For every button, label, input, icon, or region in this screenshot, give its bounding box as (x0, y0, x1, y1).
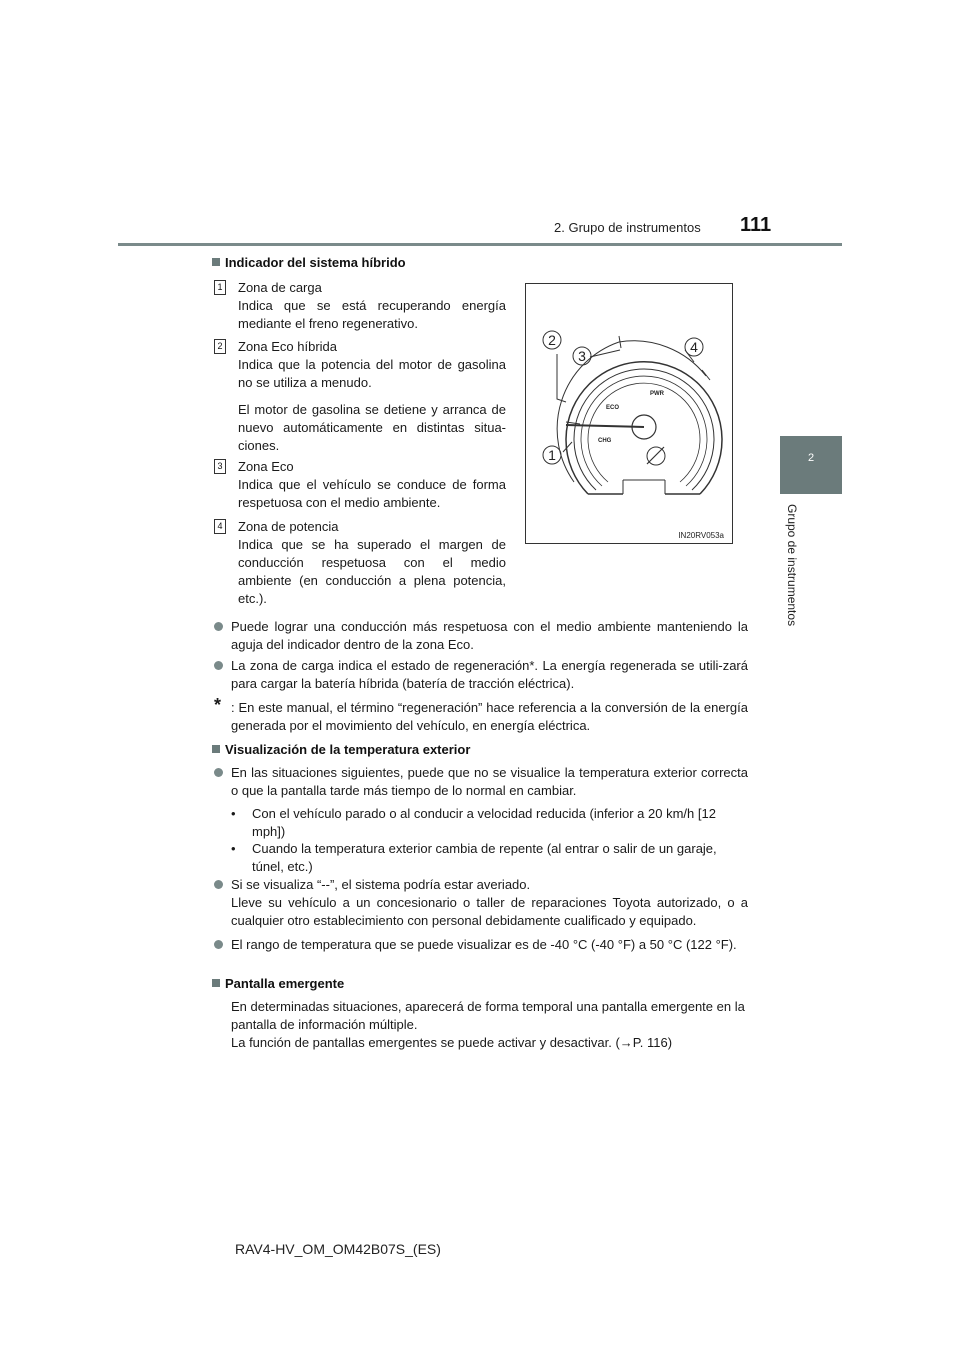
temperature-sub-2 (231, 840, 745, 876)
gauge-small-hub (647, 447, 665, 465)
item-title: Zona de carga (238, 280, 322, 295)
manual-code-footer: RAV4-HV_OM_OM42B07S_(ES) (235, 1241, 441, 1257)
temperature-bullet-1 (214, 764, 748, 800)
hybrid-gauge-illustration (526, 284, 732, 543)
gauge-ring-3 (581, 376, 707, 486)
bullet-dot-icon (214, 661, 223, 670)
hybrid-item-4 (214, 518, 506, 608)
callout-number-4: 4 (214, 519, 226, 534)
hybrid-heading-text: Indicador del sistema híbrido (225, 255, 406, 270)
figure-label-2: 2 (548, 332, 556, 348)
hybrid-gauge-figure (525, 283, 733, 544)
dial-eco-text: ECO (606, 405, 620, 411)
sub-text: Cuando la temperatura exterior cambia de repente (al entrar o salir de un garaje, túnel, etc.) (252, 841, 717, 874)
figure-label-1: 1 (548, 447, 556, 463)
temperature-sub-1 (231, 805, 745, 841)
hybrid-item-3 (214, 458, 506, 512)
hybrid-item-1 (214, 279, 506, 333)
item-title: Zona Eco híbrida (238, 339, 338, 354)
temperature-heading-text: Visualización de la temperatura exterior (225, 742, 471, 757)
bullet-dot-icon (214, 880, 223, 889)
item-desc: Indica que se está recuperando energía mediante el freno regenerativo. (238, 298, 506, 331)
page-number: 111 (740, 214, 772, 236)
item-desc: Indica que el vehículo se conduce de forma respetuosa con el medio ambiente. (238, 477, 506, 510)
hybrid-item-2 (214, 338, 506, 455)
chapter-side-label: Grupo de instrumentos (785, 504, 799, 627)
sub-bullet-mark: • (231, 806, 236, 821)
bullet-text-line1: Si se visualiza “--”, el sistema podría estar averiado. (231, 877, 531, 892)
bullet-text: Puede lograr una conducción más respetuosa con el medio ambiente manteniendo la aguja del indicador dentro de la zona Eco. (231, 619, 748, 652)
popup-heading (212, 976, 344, 991)
header-rule (118, 243, 842, 246)
temperature-heading (212, 742, 470, 757)
leader-2 (557, 354, 566, 402)
hybrid-bullet-2 (214, 657, 748, 693)
leader-1 (563, 442, 572, 452)
popup-paragraph (231, 998, 747, 1052)
temperature-bullet-2 (214, 876, 748, 930)
hybrid-heading (212, 255, 406, 270)
gauge-outer-ring (566, 362, 722, 494)
bullet-text-line2: Lleve su vehículo a un concesionario o taller de reparaciones Toyota autorizado, o a cualquier otro establecimiento con personal debidamente cualificado y equipado. (231, 895, 748, 928)
sub-text: Con el vehículo parado o al conducir a velocidad reducida (inferior a 20 km/h [12 mph]) (252, 806, 716, 839)
dial-chg-text: CHG (598, 438, 612, 444)
item-title: Zona de potencia (238, 519, 339, 534)
dial-pwr-text: PWR (650, 391, 664, 397)
chapter-tab-number: 2 (807, 452, 815, 464)
item-desc: Indica que la potencia del motor de gasolina no se utiliza a menudo. (238, 357, 506, 390)
heading-square-icon (212, 979, 220, 987)
chapter-tab (780, 436, 842, 494)
callout-number-2: 2 (214, 339, 226, 354)
figure-code: IN20RV053a (678, 531, 724, 540)
callout-number-3: 3 (214, 459, 226, 474)
gauge-ring-4 (588, 383, 700, 482)
item-desc: Indica que se ha superado el margen de conducción respetuosa con el medio ambiente (en conducción a plena potencia, etc.). (238, 537, 506, 606)
callout-number-1: 1 (214, 280, 226, 295)
note-text: : En este manual, el término “regeneración” hace referencia a la conversión de la energía generada por el movimiento del vehículo, en energía eléctrica. (231, 700, 748, 733)
item-extra: El motor de gasolina se detiene y arranca de nuevo automáticamente en distintas situa-ciones. (238, 402, 506, 453)
bullet-text: En las situaciones siguientes, puede que no se visualice la temperatura exterior correcta o que la pantalla tarde más tiempo de lo normal en cambiar. (231, 765, 748, 798)
zone-divider-b (702, 370, 710, 380)
heading-square-icon (212, 745, 220, 753)
regeneration-note (214, 695, 748, 735)
hybrid-bullet-1 (214, 618, 748, 654)
bullet-dot-icon (214, 768, 223, 777)
popup-line-2: La función de pantallas emergentes se puede activar y desactivar. (→P. 116) (231, 1035, 673, 1050)
bullet-dot-icon (214, 622, 223, 631)
item-title: Zona Eco (238, 459, 294, 474)
temperature-bullet-3 (214, 936, 748, 954)
bullet-text: El rango de temperatura que se puede visualizar es de -40 °C (-40 °F) a 50 °C (122 °F). (231, 937, 737, 952)
figure-label-3: 3 (578, 348, 586, 364)
heading-square-icon (212, 258, 220, 266)
running-header-section: 2. Grupo de instrumentos (554, 220, 701, 235)
bullet-text: La zona de carga indica el estado de regeneración*. La energía regenerada se utili-zará para cargar la batería híbrida (batería de tracción eléctrica). (231, 658, 748, 691)
gauge-ring-2 (574, 369, 714, 490)
popup-heading-text: Pantalla emergente (225, 976, 345, 991)
sub-bullet-mark: • (231, 841, 236, 856)
figure-label-4: 4 (690, 339, 698, 355)
leader-3 (590, 350, 620, 357)
popup-line-1: En determinadas situaciones, aparecerá de forma temporal una pantalla emergente en la pantalla de información múltiple. (231, 999, 745, 1032)
note-asterisk: * (214, 695, 222, 715)
bullet-dot-icon (214, 940, 223, 949)
